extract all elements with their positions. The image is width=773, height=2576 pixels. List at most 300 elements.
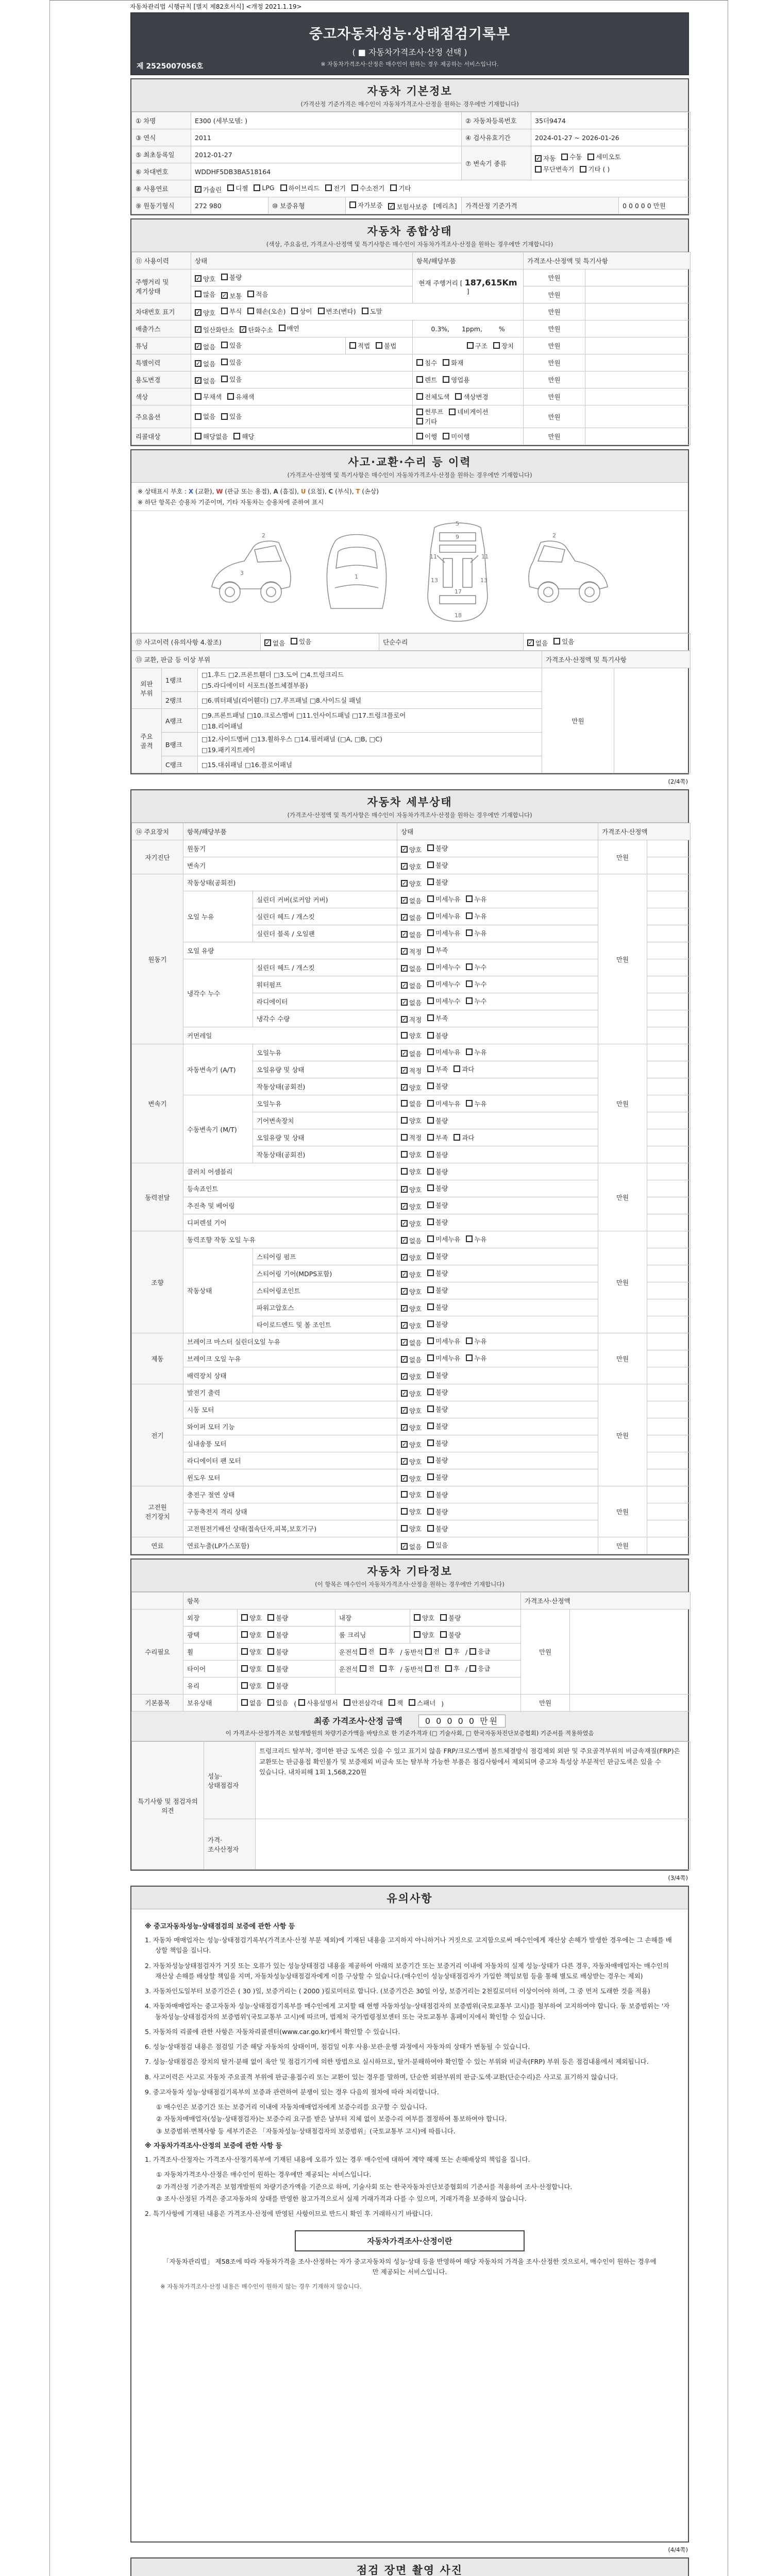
notice-item: 4. 자동차매매업자는 중고자동차 성능·상태점검기록부를 매수인에게 고지할 때 현행 자동차성능·상태점검자의 보증범위(국토교통부 고시)를 첨부하여 고지하여야 합니다. 동 보증범위는 '자동차성능·상태점검자의 보증범위'(국토교통부 고시)에 따르며, 법제처 국가법령정보센터 또는 국토교통부 홈페이지에서 확인할 수 있습니다. (145, 2002, 670, 2021)
checkbox-option (240, 325, 273, 334)
checkbox-option (449, 407, 488, 416)
unchecked-checkbox-icon (445, 1648, 452, 1655)
unchecked-checkbox-icon (427, 844, 434, 851)
unchecked-checkbox-icon (425, 1665, 432, 1672)
notice-subitem: ① 매수인은 보증기간 또는 보증거리 이내에 자동차매매업자에게 보증수리를 요구할 수 있습니다. (156, 2103, 427, 2111)
checkbox-label: 미세누유 (435, 1354, 461, 1362)
checkbox-option (221, 307, 242, 316)
checkbox-option (401, 981, 422, 990)
value-cell: 파워고압호스 (253, 1299, 397, 1316)
table-row (132, 1592, 691, 1609)
value-cell (647, 942, 691, 959)
label-cell: ⑦ 변속기 종류 (462, 146, 531, 180)
checkbox-option (360, 1647, 374, 1656)
value-cell: 2011 (191, 129, 462, 146)
checkbox-label: 없음 (409, 1236, 422, 1245)
value-cell (647, 1452, 691, 1469)
table-row (132, 337, 691, 354)
checked-checkbox-icon (195, 186, 201, 193)
value-cell (191, 180, 691, 197)
value-cell: 스티어링 기어(MDPS포함) (253, 1265, 397, 1282)
diagram-label-door: 3 (240, 570, 244, 577)
cell-line2: □18.리어패널 (201, 722, 243, 730)
checkbox-label: 불량 (229, 273, 242, 281)
checkbox-label: 있음 (435, 1541, 448, 1549)
table-row (132, 1819, 691, 1870)
checkbox-label: 부족 (435, 1133, 448, 1142)
checkbox-option (349, 341, 370, 350)
notice-item: 2. 특기사항에 기재된 내용은 가격조사·산정에 반영된 사항이므로 반드시 확인 후 거래하시기 바랍니다. (145, 2209, 433, 2217)
value-cell (647, 1078, 691, 1095)
value-cell: 0 0 0 0 0 만원 (619, 197, 691, 214)
group-cell: 외판 부위 (132, 668, 162, 709)
label-cell: 항목/해당부품 (183, 823, 397, 840)
car-side-right-diagram (523, 521, 615, 624)
table-row (132, 269, 691, 286)
cell-text: ) (441, 1700, 444, 1708)
checkbox-option (195, 359, 215, 368)
value-cell: □12.사이드멤버 □13.휠하우스 □14.필러패널 (□A, □B, □C) □19.패키지트레이 (198, 733, 542, 756)
checkbox-label: 없음 (409, 1049, 422, 1058)
value-cell (397, 1384, 598, 1401)
checkbox-option (195, 392, 222, 401)
car-front-diagram (321, 521, 393, 624)
notice-subitem: ③ 보증범위·면책사항 등 세부기준은 「자동차성능·상태점검자의 보증범위」(국토교통부 고시)에 따릅니다. (156, 2127, 456, 2135)
notice-item: 1. 가격조사·산정자는 가격조사·산정기록부에 기재된 내용에 오류가 있는 경우 매수인에 대하여 계약 해제 또는 손해배상의 책임을 집니다. (145, 2156, 530, 2164)
checkbox-label: 보험사보증 (396, 202, 428, 211)
price-cell: 만원 (524, 303, 585, 320)
checked-checkbox-icon (401, 965, 408, 972)
checkbox-label: 불량 (435, 1082, 448, 1090)
checkbox-option (427, 1013, 448, 1023)
checkbox-label: 누유 (474, 1337, 487, 1345)
checkbox-label: 없음 (535, 639, 548, 647)
value-cell (647, 1010, 691, 1027)
unchecked-checkbox-icon (427, 1525, 434, 1532)
value-cell: 원동기 (183, 840, 397, 857)
unchecked-checkbox-icon (390, 184, 397, 191)
checkbox-label: 기타 (425, 417, 438, 426)
value-cell (397, 1418, 598, 1435)
unchecked-checkbox-icon (535, 166, 542, 173)
checkbox-option (427, 1064, 448, 1074)
checkbox-option (267, 1664, 288, 1673)
checkbox-label: 양호 (203, 275, 216, 283)
unchecked-checkbox-icon (401, 1100, 408, 1107)
checkbox-option (440, 1630, 461, 1639)
checkbox-option (279, 324, 299, 333)
checkbox-label: 전 (368, 1665, 375, 1673)
checked-checkbox-icon (401, 1067, 408, 1074)
price-cell: 만원 (598, 840, 647, 874)
checkbox-label: 불량 (435, 1405, 448, 1413)
unchecked-checkbox-icon (241, 1699, 248, 1706)
table-row (132, 1742, 691, 1819)
checkbox-label: 후 (388, 1665, 395, 1673)
checkbox-option (427, 1217, 448, 1227)
checkbox-label: 양호 (409, 1253, 422, 1262)
overall-band (131, 219, 688, 252)
final-price-row (131, 1711, 688, 1741)
checkbox-label: 미세누유 (435, 895, 461, 903)
checkbox-option (401, 1099, 422, 1108)
value-cell (335, 1677, 521, 1694)
accident-history-table (131, 633, 691, 651)
unchecked-checkbox-icon (360, 1648, 366, 1655)
price-cell: 만원 (598, 1333, 647, 1384)
notice-item: 7. 성능·상태점검은 장치의 탈거·분해 없이 육안 및 점검기기에 의한 방법으로 실시하므로, 탈거·분해하여야 확인할 수 있는 부위와 비금속(FRP) 부위 등은 점검내용에서 제외됩니다. (145, 2058, 649, 2066)
checkbox-option (241, 1630, 262, 1639)
price-cell: 만원 (598, 1384, 647, 1486)
value-cell: 시동 모터 (183, 1401, 397, 1418)
checkbox-option (195, 376, 215, 385)
unchecked-checkbox-icon (427, 1422, 434, 1429)
label-cell: 배출가스 (132, 320, 191, 337)
value-cell (397, 1367, 598, 1384)
checkbox-option (241, 1698, 262, 1707)
value-cell (647, 1350, 691, 1367)
unchecked-checkbox-icon (427, 1320, 434, 1327)
checkbox-option (195, 412, 215, 421)
value-cell (397, 891, 598, 908)
checkbox-option (493, 341, 514, 350)
value-cell: WDDHF5DB3BA518164 (191, 163, 462, 180)
unchecked-checkbox-icon (195, 413, 201, 420)
value-cell (647, 874, 691, 891)
table-row (132, 1333, 691, 1350)
checkbox-option (427, 1047, 460, 1057)
unchecked-checkbox-icon (440, 1614, 447, 1621)
checkbox-option (401, 964, 422, 973)
unchecked-checkbox-icon (455, 393, 462, 400)
table-row (132, 668, 691, 692)
section-detail-condition (130, 789, 689, 1555)
value-cell: 발전기 출력 (183, 1384, 397, 1401)
unchecked-checkbox-icon (221, 274, 228, 280)
checkbox-label: 양호 (409, 1202, 422, 1211)
checkbox-option (535, 164, 574, 174)
checkbox-label: 불량 (435, 1371, 448, 1379)
unchecked-checkbox-icon (360, 1665, 366, 1672)
value-cell: 냉각수 누수 (183, 959, 253, 1027)
checkbox-label: 없음 (409, 896, 422, 905)
group-cell: 기본품목 (132, 1694, 183, 1711)
checkbox-option (427, 945, 448, 955)
checkbox-label: 많음 (203, 290, 216, 298)
checkbox-option (227, 183, 248, 193)
checkbox-label: 없음 (409, 1543, 422, 1551)
price-cell: 만원 (598, 1231, 647, 1333)
value-cell (191, 428, 413, 445)
value-cell: 룸 크리닝 (335, 1626, 410, 1643)
basic-info-band (131, 79, 688, 112)
checkbox-label: 불량 (276, 1665, 289, 1673)
checkbox-option (195, 342, 215, 351)
report-document (130, 12, 689, 2576)
unchecked-checkbox-icon (443, 376, 449, 383)
checkbox-label: 양호 (409, 1372, 422, 1381)
checkbox-label: 상이 (299, 307, 312, 315)
price-survey-definition-body: 「자동차관리법」 제58조에 따라 자동차가격을 조사·산정하는 자가 중고자동차의 성능·상태 등을 반영하여 해당 자동차의 가격을 조사·산정한 것으로서, 매수인이 원하는 경우에만 제공되는 서비스입니다. (163, 2257, 657, 2276)
cell-text: / (465, 1665, 468, 1673)
checkbox-option (553, 637, 574, 646)
unchecked-checkbox-icon (427, 1405, 434, 1412)
unchecked-checkbox-icon (241, 1614, 248, 1621)
value-cell: 작동상태 (183, 1248, 253, 1333)
price-cell: 만원 (524, 286, 585, 303)
label-cell: 가격조사·산정액 및 특기사항 (542, 651, 691, 668)
checkbox-option (267, 1613, 288, 1622)
unchecked-checkbox-icon (427, 1439, 434, 1446)
table-row (132, 388, 691, 405)
checkbox-label: 네비게이션 (457, 408, 489, 416)
value-cell (238, 1609, 335, 1626)
checkbox-label: 양호 (409, 1031, 422, 1040)
checkbox-label: 양호 (409, 879, 422, 888)
unchecked-checkbox-icon (427, 1235, 434, 1242)
value-cell (647, 1061, 691, 1078)
value-cell: 등속죠인트 (183, 1180, 397, 1197)
checkbox-label: 부족 (435, 1014, 448, 1022)
checkbox-option (401, 845, 422, 854)
checked-checkbox-icon (195, 377, 201, 384)
unchecked-checkbox-icon (466, 1100, 473, 1107)
unchecked-checkbox-icon (427, 1541, 434, 1548)
group-cell: 변속기 (132, 1044, 183, 1163)
checkbox-option (427, 1031, 448, 1040)
unchecked-checkbox-icon (466, 1354, 473, 1361)
checkbox-option (467, 341, 488, 350)
unchecked-checkbox-icon (318, 308, 325, 314)
table-row (132, 1694, 691, 1711)
checkbox-label: 가솔린 (203, 185, 222, 194)
unchecked-checkbox-icon (389, 1699, 395, 1706)
checkbox-option (466, 1047, 486, 1057)
page-marker-2: (2/4쪽) (668, 778, 688, 785)
value-cell (397, 1282, 598, 1299)
checkbox-option (401, 1542, 422, 1551)
checkbox-label: 양호 (409, 1321, 422, 1330)
unchecked-checkbox-icon (267, 1682, 274, 1689)
checkbox-option (466, 911, 486, 921)
checkbox-label: 미이행 (451, 432, 470, 440)
label-cell: A랭크 (162, 709, 198, 733)
checkbox-option (401, 1372, 422, 1381)
value-cell: 휠 (183, 1643, 238, 1660)
value-cell (346, 337, 413, 354)
unchecked-checkbox-icon (195, 291, 201, 297)
checkbox-label: 없음 (203, 413, 216, 421)
checkbox-label: 적법 (358, 342, 371, 350)
checkbox-label: 불량 (448, 1614, 461, 1622)
notices-band (131, 1887, 688, 1909)
value-cell (413, 337, 524, 354)
checkbox-label: 양호 (409, 1440, 422, 1449)
value-cell (191, 320, 413, 337)
checkbox-option (416, 358, 437, 367)
cell-text: 187,615Km (464, 277, 517, 287)
price-cell: 만원 (598, 874, 647, 1044)
unchecked-checkbox-icon (233, 433, 240, 439)
checkbox-label: 누수 (474, 997, 487, 1005)
group-cell: 원동기 (132, 874, 183, 1044)
checkbox-label: 불량 (435, 1490, 448, 1499)
checkbox-option (233, 432, 254, 441)
section-photos (130, 2557, 689, 2576)
unchecked-checkbox-icon (279, 325, 285, 331)
checkbox-option (443, 432, 469, 441)
table-row (132, 371, 691, 388)
unchecked-checkbox-icon (291, 638, 297, 645)
value-cell: E300 (세부모델: ) (191, 112, 462, 129)
unchecked-checkbox-icon (440, 1631, 447, 1638)
value-cell (647, 891, 691, 908)
checkbox-label: 양호 (409, 1150, 422, 1159)
value-cell (524, 634, 691, 651)
document-number: 제 2525007056호 (137, 62, 204, 71)
checkbox-option (247, 307, 285, 316)
checkbox-option (427, 1540, 448, 1550)
checkbox-option (401, 1440, 422, 1449)
table-row (132, 405, 691, 428)
checked-checkbox-icon (195, 275, 201, 282)
checkbox-label: 양호 (249, 1631, 262, 1639)
unchecked-checkbox-icon (443, 433, 449, 439)
unchecked-checkbox-icon (247, 291, 254, 297)
value-cell (397, 1537, 598, 1554)
value-cell: 0.3%, 1ppm, % (413, 320, 524, 337)
checkbox-label: 수동 (569, 153, 582, 161)
section-notices (130, 1886, 689, 2543)
value-cell (647, 1146, 691, 1163)
value-cell (413, 371, 524, 388)
label-cell: ⑤ 최초등록일 (132, 146, 191, 163)
value-cell (397, 1333, 598, 1350)
checkbox-option (401, 1031, 422, 1040)
checked-checkbox-icon (401, 1356, 408, 1363)
checkbox-option (401, 1083, 422, 1092)
label-cell: ② 자동차등록번호 (462, 112, 531, 129)
checked-checkbox-icon (401, 1288, 408, 1295)
label-cell: B랭크 (162, 733, 198, 756)
checked-checkbox-icon (401, 931, 408, 938)
value-cell (647, 1180, 691, 1197)
checkbox-option (535, 154, 556, 163)
label-cell: 특별이력 (132, 354, 191, 371)
value-cell: 동력조향 작동 오일 누유 (183, 1231, 397, 1248)
cell-text: ( (294, 1700, 297, 1708)
checkbox-option (427, 877, 448, 887)
unchecked-checkbox-icon (427, 1048, 434, 1055)
unchecked-checkbox-icon (467, 342, 474, 349)
unchecked-checkbox-icon (409, 1699, 415, 1706)
unchecked-checkbox-icon (401, 1168, 408, 1175)
label-cell: 가격·조사산정자 (204, 1819, 256, 1870)
unchecked-checkbox-icon (380, 1648, 386, 1655)
label-cell: ① 차명 (132, 112, 191, 129)
table-row (132, 823, 691, 840)
checkbox-option (298, 1698, 338, 1707)
checkbox-label: 양호 (409, 1167, 422, 1176)
unchecked-checkbox-icon (466, 1235, 473, 1242)
value-cell: 272 980 (191, 197, 268, 214)
notices-body (131, 1909, 688, 2298)
checked-checkbox-icon (401, 1424, 408, 1431)
table-row (132, 634, 691, 651)
price-cell: 만원 (598, 1537, 647, 1554)
value-cell (397, 1010, 598, 1027)
checkbox-label: 불량 (435, 1150, 448, 1159)
value-cell: 커먼레일 (183, 1027, 397, 1044)
checkbox-option (580, 164, 610, 174)
notice-item: 8. 사고이력은 사고로 자동차 주요골격 부위에 판금·용접수리 또는 교환이 있는 경우를 말하며, 단순한 외판부위의 판금·도색·교환(단순수리)은 사고로 표기하지 않습니다. (145, 2073, 618, 2081)
checkbox-option (427, 1150, 448, 1159)
checkbox-option (362, 307, 382, 316)
checkbox-option (254, 184, 274, 192)
checkbox-label: 양호 (409, 1219, 422, 1228)
checkbox-option (416, 407, 443, 416)
price-cell: 만원 (524, 388, 585, 405)
label-cell: ④ 검사유효기간 (462, 129, 531, 146)
checkbox-option (427, 1421, 448, 1431)
unchecked-checkbox-icon (427, 895, 434, 902)
unchecked-checkbox-icon (466, 895, 473, 902)
checked-checkbox-icon (401, 1390, 408, 1397)
checkbox-label: 불량 (276, 1648, 289, 1656)
table-row (132, 1231, 691, 1248)
checked-checkbox-icon (401, 846, 408, 853)
value-cell (397, 1027, 598, 1044)
label-cell: ③ 연식 (132, 129, 191, 146)
checkbox-option (221, 291, 242, 300)
checkbox-label: 없음 (409, 981, 422, 990)
checkbox-option (469, 1664, 490, 1673)
checkbox-label: 부족 (435, 1065, 448, 1073)
value-cell (191, 269, 413, 286)
value-cell: 디퍼렌셜 기어 (183, 1214, 397, 1231)
report-subtitle: ( ■ 자동차가격조사·산정 선택 ) (352, 47, 467, 57)
checkbox-option (427, 1524, 448, 1533)
checkbox-label: 양호 (422, 1631, 435, 1639)
checkbox-option (401, 1389, 422, 1398)
unchecked-checkbox-icon (267, 1631, 274, 1638)
checkbox-option (318, 307, 356, 316)
value-cell (335, 1643, 521, 1660)
checkbox-label: 이행 (425, 432, 438, 440)
value-cell (647, 908, 691, 925)
checked-checkbox-icon (401, 948, 408, 955)
report-header (130, 12, 689, 75)
cell-text: 현재 주행거리 [ (418, 279, 465, 287)
checkbox-label: LPG (262, 184, 275, 192)
value-cell: 타이로드엔드 및 볼 조인트 (253, 1316, 397, 1333)
checkbox-option (401, 1270, 422, 1279)
checkbox-label: 없음 (409, 1338, 422, 1347)
checkbox-label: 미세누유 (435, 1235, 461, 1243)
label-cell: 단순수리 (379, 634, 524, 651)
legend-item: X (교환) (188, 488, 212, 495)
value-cell (191, 286, 413, 303)
checked-checkbox-icon (401, 1271, 408, 1278)
checked-checkbox-icon (535, 155, 542, 162)
checkbox-label: 양호 (409, 862, 422, 871)
checkbox-label: 양호 (409, 1185, 422, 1194)
checkbox-label: 있음 (276, 1699, 289, 1707)
checkbox-option (401, 1150, 422, 1159)
checkbox-option (427, 894, 460, 904)
diagram-label-radiator: 5 (456, 520, 459, 527)
checkbox-option (561, 152, 582, 161)
